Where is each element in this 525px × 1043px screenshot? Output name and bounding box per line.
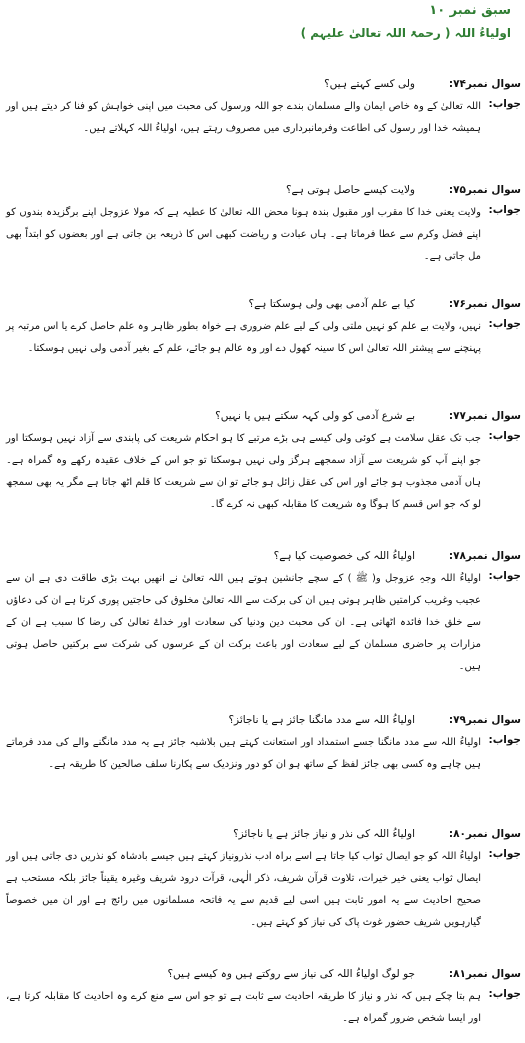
question-row <box>6 966 521 983</box>
question-label: سوال نمبر۷۵: <box>448 184 521 196</box>
answer-row <box>6 732 521 776</box>
answer-text: اولیاءُ اللہ سے مدد مانگنا جسے استمداد اور استعانت کہتے ہیں بلاشبہ جائز ہے یہ مدد مانگنے والے کی مدد فرماتے ہیں چاہے وہ کسی بھی جائز لفظ کے ساتھ ہو ان کو دور ونزدیک سے پکارنا سلف صالحین کا طریقہ ہے۔ <box>6 737 481 770</box>
qa-block-76 <box>6 296 521 360</box>
qa-block-75 <box>6 182 521 268</box>
answer-label: جواب: <box>488 734 521 746</box>
question-text: ولایت کیسے حاصل ہوتی ہے؟ <box>285 184 415 196</box>
qa-block-78 <box>6 548 521 678</box>
question-text: جو لوگ اولیاءُ اللہ کی نیاز سے روکتے ہیں وہ کیسے ہیں؟ <box>167 968 415 980</box>
answer-row <box>6 986 521 1030</box>
question-row <box>6 548 521 565</box>
answer-label: جواب: <box>488 204 521 216</box>
question-text: اولیاءُ اللہ کی نذر و نیاز جائز ہے یا ناجائز؟ <box>233 828 415 840</box>
question-label: سوال نمبر۷۹: <box>448 714 521 726</box>
answer-text: ہم بتا چکے ہیں کہ نذر و نیاز کا طریقہ احادیث سے ثابت ہے تو جو اس سے منع کرے وہ احادیث کا مقابلہ کرتا ہے، اور ایسا شخص ضرور گمراہ ہے۔ <box>6 991 481 1024</box>
answer-row <box>6 568 521 678</box>
question-text: اولیاءُ اللہ سے مدد مانگنا جائز ہے یا ناجائز؟ <box>228 714 415 726</box>
answer-label: جواب: <box>488 848 521 860</box>
answer-text: اولیاءُ اللہ وجہِ عزوجل و( ﷺ ) کے سچے جانشین ہوتے ہیں اللہ تعالیٰ نے انھیں بہت بڑی طاقت دی ہے ان سے عجیب وغریب کرامتیں ظاہر ہوتی ہیں ان کی برکت سے اللہ تعالیٰ مخلوق کی حاجتیں پوری کرتا ہے ان کی دعاؤں سے خلق خدا فائدہ اٹھاتی ہے۔ ان کی محبت دین ودنیا کی سعادت اور خداۓ تعالیٰ کی رضا کا سبب ہے ان کے مزارات پر حاضری مسلمان کے لیے سعادت اور باعث برکت ان کے عرسوں کی شرکت سے برکتیں حاصل ہوتی ہیں۔ <box>6 573 481 672</box>
answer-text: جب تک عقل سلامت ہے کوئی ولی کیسے ہی بڑے مرتبے کا ہو احکام شریعت کی پابندی سے آزاد نہیں ہوسکتا اور جو اپنے آپ کو شریعت سے آزاد سمجھے ہرگز ولی نہیں ہوسکتا تو جو اس کے خلاف عقیدہ رکھے وہ گمراہ ہے۔ ہاں آدمی مجذوب ہو جائے اور اس کی عقل زائل ہو جائے تو ان سے شریعت کا قلم اٹھ جاتا ہے مگر یہ بھی سمجھ لو کہ جو اس قسم کا ہوگا وہ شریعت کا مقابلہ کبھی نہ کرے گا۔ <box>6 433 481 510</box>
answer-text: اولیاءُ اللہ کو جو ایصال ثواب کیا جاتا ہے اسے براہ ادب نذرونیاز کہتے ہیں جیسے بادشاہ کو نذریں دی جاتی ہیں اور ایصال ثواب یعنی خیر خیرات، تلاوت قرآن شریف، ذکر الٰہی، قرآت درود شریف وغیرہ یقیناً جائز بلکہ مستحب ہے صحیح احادیث سے یہ امور ثابت ہیں اسی لیے قدیم سے یہ فاتحہ مسلمانوں میں رائج ہے اور ان میں خصوصاً گیارہویں شریف حضور غوث پاک کی نیاز کو کہتے ہیں۔ <box>6 851 481 928</box>
answer-label: جواب: <box>488 570 521 582</box>
lesson-title: سبق نمبر ۱۰ <box>429 3 511 18</box>
answer-label: جواب: <box>488 988 521 1000</box>
question-row <box>6 408 521 425</box>
question-label: سوال نمبر۷۷: <box>448 410 521 422</box>
question-text: بے شرع آدمی کو ولی کہہ سکتے ہیں یا نہیں؟ <box>215 410 415 422</box>
qa-block-74 <box>6 76 521 140</box>
question-text: کیا بے علم آدمی بھی ولی ہوسکتا ہے؟ <box>248 298 415 310</box>
answer-text: نہیں، ولایت بے علم کو نہیں ملتی ولی کے لیے علم ضروری ہے خواہ بطور ظاہر وہ علم حاصل کرے یا اس مرتبہ پر پہنچنے سے پیشتر اللہ تعالیٰ اس کا سینہ کھول دے اور وہ عالم ہو جائے، علم کے بغیر آدمی ولی نہیں ہوسکتا۔ <box>6 321 481 354</box>
answer-text: ولایت یعنی خدا کا مقرب اور مقبول بندہ ہونا محض اللہ تعالیٰ کا عطیہ ہے کہ مولا عزوجل اپنے برگزیدہ بندوں کو اپنے فضل وکرم سے عطا فرماتا ہے۔ ہاں عبادت و ریاضت کبھی اس کا ذریعہ بن جاتی ہے اور بعضوں کو ابتداً بھی مل جاتی ہے۔ <box>6 207 481 262</box>
question-label: سوال نمبر۷۴: <box>448 78 521 90</box>
document-header <box>301 2 511 42</box>
question-label: سوال نمبر۸۰: <box>448 828 521 840</box>
question-text: اولیاءُ اللہ کی خصوصیت کیا ہے؟ <box>273 550 415 562</box>
answer-text: اللہ تعالیٰ کے وہ خاص ایمان والے مسلمان بندے جو اللہ ورسول کی محبت میں اپنی خواہش کو فنا کر دیتے ہیں اور ہمیشہ خدا اور رسول کی اطاعت وفرمانبرداری میں مصروف رہتے ہیں، اولیاءُ اللہ کہلاتے ہیں۔ <box>6 101 481 134</box>
question-text: ولی کسے کہتے ہیں؟ <box>324 78 415 90</box>
answer-row <box>6 202 521 268</box>
answer-row <box>6 316 521 360</box>
qa-block-80 <box>6 826 521 934</box>
answer-label: جواب: <box>488 430 521 442</box>
qa-block-81 <box>6 966 521 1030</box>
qa-block-79 <box>6 712 521 776</box>
answer-row <box>6 96 521 140</box>
question-row <box>6 826 521 843</box>
question-label: سوال نمبر۸۱: <box>448 968 521 980</box>
lesson-subtitle: اولیاءُ اللہ ( رحمۃ اللہ تعالیٰ علیہم ) <box>300 26 511 40</box>
question-row <box>6 182 521 199</box>
question-row <box>6 712 521 729</box>
answer-row <box>6 428 521 516</box>
answer-row <box>6 846 521 934</box>
answer-label: جواب: <box>488 318 521 330</box>
question-row <box>6 296 521 313</box>
question-row <box>6 76 521 93</box>
question-label: سوال نمبر۷۶: <box>448 298 521 310</box>
question-label: سوال نمبر۷۸: <box>448 550 521 562</box>
answer-label: جواب: <box>488 98 521 110</box>
qa-block-77 <box>6 408 521 516</box>
